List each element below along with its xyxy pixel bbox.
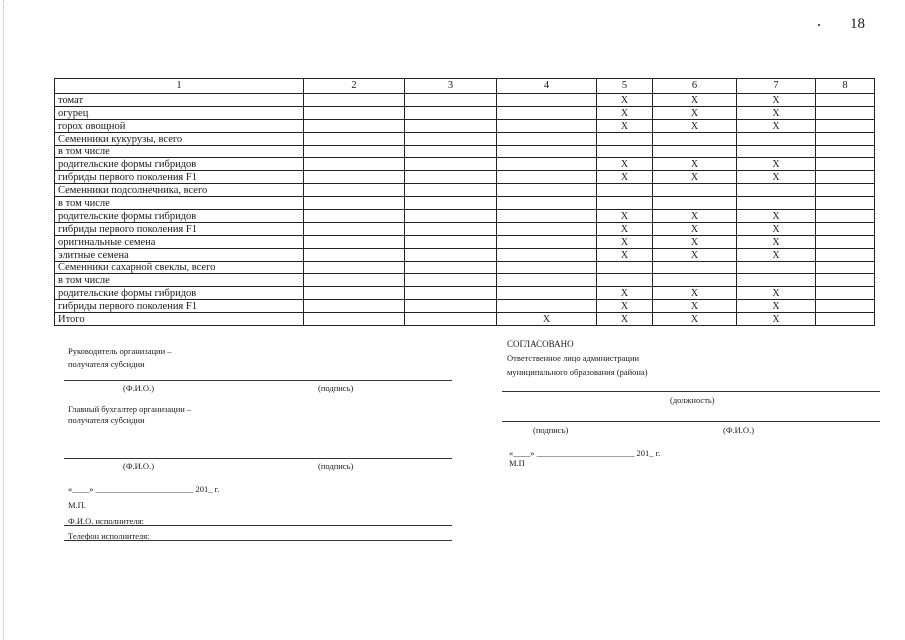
table-cell	[816, 210, 875, 223]
table-cell	[497, 132, 597, 145]
table-cell	[816, 274, 875, 287]
table-row	[55, 184, 875, 197]
head-title-line-2: получателя субсидии	[68, 359, 145, 369]
table-row	[55, 197, 875, 210]
table-cell: X	[737, 248, 816, 261]
table-cell: X	[737, 119, 816, 132]
table-cell	[816, 248, 875, 261]
table-cell	[405, 106, 497, 119]
table-cell	[405, 261, 497, 274]
table-cell: X	[597, 248, 653, 261]
table-cell	[497, 300, 597, 313]
table-cell	[816, 171, 875, 184]
executor-label: Ф.И.О. исполнителя:	[68, 516, 144, 526]
table-cell: X	[737, 158, 816, 171]
column-header: 3	[405, 79, 497, 94]
table-cell: X	[653, 94, 737, 107]
subsidy-table	[54, 78, 875, 326]
table-cell	[304, 274, 405, 287]
table-cell	[405, 197, 497, 210]
table-cell	[653, 145, 737, 158]
table-cell	[405, 184, 497, 197]
table-cell: X	[653, 235, 737, 248]
table-cell	[497, 261, 597, 274]
table-cell	[816, 287, 875, 300]
table-cell: X	[653, 287, 737, 300]
table-cell	[405, 132, 497, 145]
table-cell: X	[597, 106, 653, 119]
table-cell	[405, 313, 497, 326]
table-cell: X	[597, 119, 653, 132]
table-row	[55, 248, 875, 261]
table-cell	[816, 235, 875, 248]
table-cell	[497, 184, 597, 197]
responsible-line-1: Ответственное лицо администрации	[507, 353, 640, 363]
row-label: родительские формы гибридов	[55, 158, 304, 171]
table-cell	[597, 197, 653, 210]
table-cell	[304, 287, 405, 300]
table-cell	[816, 300, 875, 313]
table-cell	[653, 132, 737, 145]
table-cell	[816, 145, 875, 158]
table-cell: X	[653, 158, 737, 171]
position-caption: (должность)	[670, 395, 715, 405]
table-cell	[405, 94, 497, 107]
table-row	[55, 171, 875, 184]
head-sign-caption: (подпись)	[318, 383, 354, 393]
head-signature-line	[64, 380, 452, 381]
accountant-fio-caption: (Ф.И.О.)	[123, 461, 155, 471]
table-cell	[597, 132, 653, 145]
table-row	[55, 132, 875, 145]
table-cell	[405, 210, 497, 223]
column-header: 8	[816, 79, 875, 94]
position-line	[502, 391, 880, 392]
table-cell	[816, 94, 875, 107]
head-fio-caption: (Ф.И.О.)	[123, 383, 155, 393]
table-cell	[304, 171, 405, 184]
table-cell	[816, 313, 875, 326]
table-cell: X	[653, 222, 737, 235]
column-header: 5	[597, 79, 653, 94]
table-cell	[304, 313, 405, 326]
column-header: 4	[497, 79, 597, 94]
table-cell	[405, 287, 497, 300]
left-stamp: М.П.	[68, 500, 86, 510]
table-cell: X	[597, 300, 653, 313]
responsible-line-2: муниципального образования (района)	[507, 367, 648, 377]
table-cell	[497, 248, 597, 261]
table-cell	[816, 106, 875, 119]
table-cell	[816, 184, 875, 197]
table-cell	[597, 145, 653, 158]
table-cell	[405, 300, 497, 313]
table-cell	[304, 145, 405, 158]
table-cell	[304, 235, 405, 248]
table-cell	[304, 119, 405, 132]
table-cell	[497, 235, 597, 248]
table-row	[55, 94, 875, 107]
table-cell	[497, 145, 597, 158]
table-cell	[405, 119, 497, 132]
table-cell: X	[497, 313, 597, 326]
phone-label: Телефон исполнителя:	[68, 531, 150, 541]
phone-line	[64, 540, 452, 541]
table-cell: X	[737, 171, 816, 184]
table-row	[55, 261, 875, 274]
table-cell	[405, 248, 497, 261]
table-cell: X	[737, 287, 816, 300]
table-cell: X	[653, 210, 737, 223]
table-cell: X	[737, 222, 816, 235]
table-row	[55, 287, 875, 300]
table-cell	[737, 184, 816, 197]
right-sign-caption: (подпись)	[533, 425, 569, 435]
row-label: элитные семена	[55, 248, 304, 261]
table-row	[55, 300, 875, 313]
table-cell: X	[597, 222, 653, 235]
row-label: гибриды первого поколения F1	[55, 222, 304, 235]
table-cell	[737, 197, 816, 210]
right-date-line: «____» _______________________ 201_ г.	[509, 448, 661, 458]
table-cell	[497, 171, 597, 184]
table-cell	[405, 145, 497, 158]
table-cell	[497, 210, 597, 223]
executor-line	[64, 525, 452, 526]
table-cell	[737, 261, 816, 274]
row-label: Семенники кукурузы, всего	[55, 132, 304, 145]
table-row	[55, 222, 875, 235]
head-title-line-1: Руководитель организации –	[68, 346, 172, 356]
table-cell: X	[597, 158, 653, 171]
table-cell	[816, 158, 875, 171]
right-signature-line	[502, 421, 880, 422]
table-cell	[304, 300, 405, 313]
table-cell	[497, 274, 597, 287]
table-cell	[737, 132, 816, 145]
row-label: гибриды первого поколения F1	[55, 171, 304, 184]
row-label: в том числе	[55, 274, 304, 287]
accountant-signature-line	[64, 458, 452, 459]
table-cell	[304, 261, 405, 274]
table-cell	[497, 222, 597, 235]
row-label: в том числе	[55, 145, 304, 158]
table-cell: X	[737, 313, 816, 326]
table-cell	[304, 132, 405, 145]
table-cell	[405, 171, 497, 184]
row-label: в том числе	[55, 197, 304, 210]
accountant-title-line-2: получателя субсидии	[68, 415, 145, 425]
accountant-sign-caption: (подпись)	[318, 461, 354, 471]
table-cell: X	[737, 300, 816, 313]
page-number: 18	[850, 16, 865, 32]
table-cell: X	[737, 210, 816, 223]
table-cell	[737, 145, 816, 158]
row-label: горох овощной	[55, 119, 304, 132]
scan-dot	[818, 24, 820, 26]
left-date-line: «____» _______________________ 201_ г.	[68, 484, 220, 494]
table-cell: X	[737, 106, 816, 119]
table-cell: X	[597, 94, 653, 107]
table-cell: X	[653, 119, 737, 132]
accountant-title-line-1: Главный бухгалтер организации –	[68, 404, 192, 414]
table-cell	[653, 197, 737, 210]
table-cell	[597, 261, 653, 274]
row-label: гибриды первого поколения F1	[55, 300, 304, 313]
table-cell	[304, 248, 405, 261]
table-row	[55, 119, 875, 132]
column-header: 6	[653, 79, 737, 94]
table-cell: X	[597, 235, 653, 248]
table-cell	[497, 287, 597, 300]
table-cell: X	[597, 287, 653, 300]
column-header: 7	[737, 79, 816, 94]
row-label: родительские формы гибридов	[55, 287, 304, 300]
table-cell	[497, 158, 597, 171]
page-edge	[3, 0, 4, 640]
table-cell: X	[653, 171, 737, 184]
row-label: Семенники сахарной свеклы, всего	[55, 261, 304, 274]
table-cell: X	[653, 106, 737, 119]
table-cell	[304, 197, 405, 210]
table-cell: X	[597, 313, 653, 326]
table-cell	[304, 210, 405, 223]
table-cell	[304, 94, 405, 107]
row-label: томат	[55, 94, 304, 107]
table-cell	[405, 158, 497, 171]
table-row	[55, 158, 875, 171]
table-cell	[304, 222, 405, 235]
table-cell	[497, 106, 597, 119]
table-cell	[816, 261, 875, 274]
table-row	[55, 274, 875, 287]
table-cell	[304, 106, 405, 119]
table-row	[55, 313, 875, 326]
row-label: Семенники подсолнечника, всего	[55, 184, 304, 197]
table-cell	[816, 222, 875, 235]
table-cell	[653, 274, 737, 287]
table-cell	[497, 94, 597, 107]
table-header-row	[55, 79, 875, 94]
table-cell	[653, 184, 737, 197]
table-cell	[597, 274, 653, 287]
table-cell: X	[737, 94, 816, 107]
table-row	[55, 210, 875, 223]
table-row	[55, 235, 875, 248]
table-cell	[405, 222, 497, 235]
row-label: оригинальные семена	[55, 235, 304, 248]
table-cell	[497, 197, 597, 210]
column-header: 1	[55, 79, 304, 94]
table-body	[55, 79, 875, 326]
table-cell	[816, 197, 875, 210]
approved-heading: СОГЛАСОВАНО	[507, 339, 574, 349]
table-cell	[816, 132, 875, 145]
right-stamp: М.П	[509, 458, 525, 468]
row-label: огурец	[55, 106, 304, 119]
table-row	[55, 106, 875, 119]
table-cell	[405, 235, 497, 248]
table-cell: X	[653, 300, 737, 313]
table-cell: X	[737, 235, 816, 248]
table-cell: X	[597, 210, 653, 223]
table-cell	[304, 158, 405, 171]
table-cell	[816, 119, 875, 132]
row-label: Итого	[55, 313, 304, 326]
table-cell: X	[597, 171, 653, 184]
column-header: 2	[304, 79, 405, 94]
right-fio-caption: (Ф.И.О.)	[723, 425, 755, 435]
table-cell	[597, 184, 653, 197]
table-cell: X	[653, 248, 737, 261]
table-cell	[405, 274, 497, 287]
table-row	[55, 145, 875, 158]
table-cell: X	[653, 313, 737, 326]
table-cell	[497, 119, 597, 132]
table-cell	[304, 184, 405, 197]
row-label: родительские формы гибридов	[55, 210, 304, 223]
table-cell	[737, 274, 816, 287]
table-cell	[653, 261, 737, 274]
